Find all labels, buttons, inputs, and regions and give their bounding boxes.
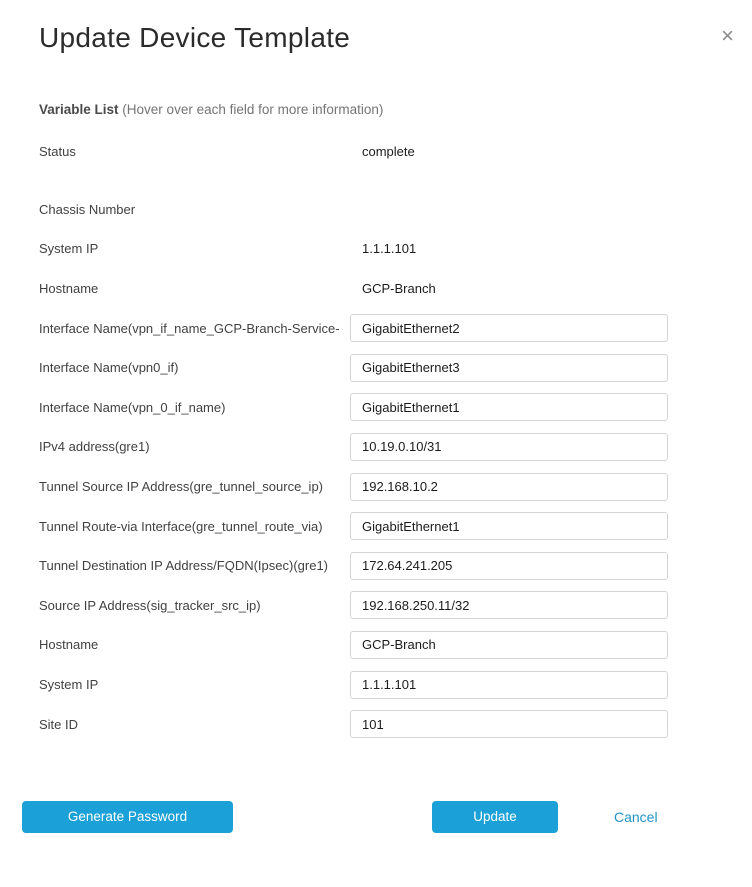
field-input[interactable]: [350, 314, 668, 342]
input-field-row: [39, 506, 668, 546]
field-label: Status: [39, 144, 76, 160]
field-input[interactable]: [350, 591, 668, 619]
input-field-row: [39, 586, 668, 626]
input-field-row: [39, 427, 668, 467]
field-input[interactable]: [350, 671, 668, 699]
page-title: Update Device Template: [39, 22, 351, 53]
input-field-row: [39, 388, 668, 428]
field-label: System IP: [39, 241, 99, 257]
field-value: 1.1.1.101: [362, 241, 417, 257]
static-field-row: [39, 190, 668, 230]
input-field-row: [39, 625, 668, 665]
field-value: complete: [362, 144, 415, 160]
field-value: GCP-Branch: [362, 281, 436, 297]
static-field-row: [39, 229, 668, 269]
close-icon[interactable]: ×: [721, 23, 734, 48]
field-label: Interface Name(vpn_0_if_name): [39, 399, 226, 415]
field-input[interactable]: [350, 552, 668, 580]
input-field-row: [39, 546, 668, 586]
generate-password-button[interactable]: Generate Password: [22, 801, 233, 833]
input-field-row: [39, 704, 668, 744]
variable-list-hint: (Hover over each field for more information): [118, 102, 384, 117]
field-label: IPv4 address(gre1): [39, 439, 150, 455]
static-field-row: [39, 269, 668, 309]
field-label: Interface Name(vpn0_if): [39, 360, 179, 376]
field-input[interactable]: [350, 354, 668, 382]
field-label: Site ID: [39, 716, 79, 732]
update-button[interactable]: Update: [432, 801, 558, 833]
input-field-row: [39, 665, 668, 705]
input-field-row: [39, 308, 668, 348]
field-label: Hostname: [39, 637, 99, 653]
static-field-row: [39, 132, 668, 172]
field-input[interactable]: [350, 433, 668, 461]
field-input[interactable]: [350, 393, 668, 421]
field-label: Source IP Address(sig_tracker_src_ip): [39, 597, 261, 613]
field-label: Hostname: [39, 281, 99, 297]
field-input[interactable]: [350, 512, 668, 540]
field-input[interactable]: [350, 473, 668, 501]
update-device-template-dialog: [0, 22, 752, 887]
dialog-footer: [0, 801, 752, 833]
input-field-row: [39, 348, 668, 388]
field-label: System IP: [39, 677, 99, 693]
field-label: Chassis Number: [39, 201, 136, 217]
field-label: Tunnel Source IP Address(gre_tunnel_source_ip): [39, 479, 324, 495]
field-label: Tunnel Route-via Interface(gre_tunnel_route_via): [39, 518, 323, 534]
field-label: Tunnel Destination IP Address/FQDN(Ipsec)(gre1): [39, 558, 329, 574]
input-field-row: [39, 467, 668, 507]
field-input[interactable]: [350, 710, 668, 738]
editable-field-rows: [39, 308, 668, 744]
field-input[interactable]: [350, 631, 668, 659]
variable-list-heading: [39, 101, 752, 118]
variable-list-label: Variable List: [39, 102, 119, 117]
cancel-link[interactable]: Cancel: [614, 808, 658, 825]
field-label: Interface Name(vpn_if_name_GCP-Branch-Service-: [39, 320, 340, 336]
static-field-rows: [39, 132, 668, 308]
